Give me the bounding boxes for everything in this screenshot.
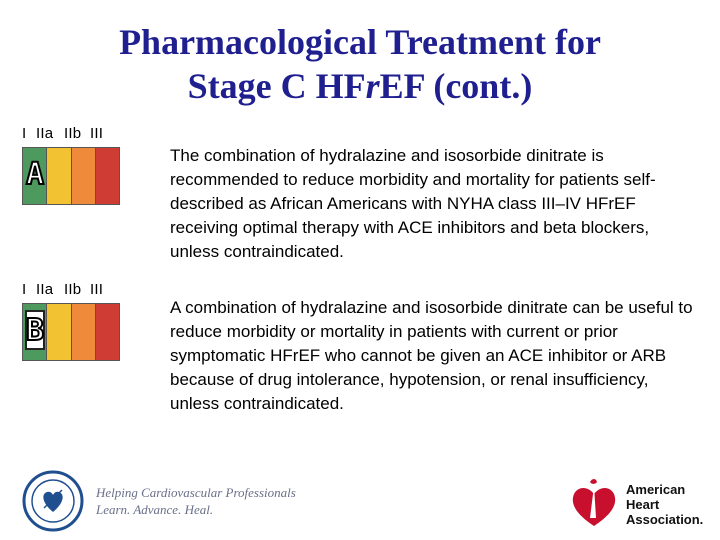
class-label-iia: IIa <box>36 281 54 298</box>
class-of-recommendation-bar <box>22 303 120 361</box>
class-iii-segment <box>96 304 119 360</box>
class-label-i: I <box>22 281 27 298</box>
title-line-2-post: EF (cont.) <box>379 66 533 106</box>
class-iii-segment <box>96 148 119 204</box>
recommendation-1-class-indicator <box>22 124 120 205</box>
recommendation-2-class-indicator <box>22 280 120 361</box>
class-iia-segment <box>47 148 71 204</box>
aha-wordmark-line-1: American <box>626 481 686 497</box>
class-i-segment <box>23 304 47 360</box>
aha-footer <box>566 478 703 530</box>
aha-wordmark-line-2: Heart <box>626 496 660 512</box>
title-line-2-r: r <box>365 66 380 106</box>
level-of-evidence-badge: A <box>25 154 45 194</box>
class-label-iii: III <box>90 281 104 298</box>
class-label-iia: IIa <box>36 125 54 142</box>
class-iia-segment <box>47 304 71 360</box>
class-labels <box>22 124 120 144</box>
acc-footer <box>22 470 296 532</box>
aha-wordmark <box>626 482 703 527</box>
aha-wordmark-line-3: Association. <box>626 511 704 527</box>
aha-heart-torch-logo <box>566 478 622 530</box>
acc-tagline <box>96 484 296 518</box>
class-iib-segment <box>72 148 96 204</box>
class-label-i: I <box>22 125 27 142</box>
recommendation-2-text: A combination of hydralazine and isosorbide dinitrate can be useful to reduce morbidity or mortality in patients with current or prior symptomatic HFrEF who cannot be given an ACE inhibitor or ARB because of drug intolerance, hypotension, or renal insufficiency, unless contraindicated. <box>170 298 693 413</box>
acc-tagline-line-1: Helping Cardiovascular Professionals <box>96 485 296 500</box>
acc-tagline-line-2: Learn. Advance. Heal. <box>96 502 214 517</box>
recommendation-1-text: The combination of hydralazine and isosorbide dinitrate is recommended to reduce morbidity and mortality for patients self-described as African Americans with NYHA class III–IV HFrEF receiving optimal therapy with ACE inhibitors and beta blockers, unless contraindicated. <box>170 146 656 261</box>
class-iib-segment <box>72 304 96 360</box>
title-line-2 <box>0 64 720 108</box>
class-label-iib: IIb <box>64 125 82 142</box>
class-i-segment <box>23 148 47 204</box>
class-label-iii: III <box>90 125 104 142</box>
class-labels <box>22 280 120 300</box>
class-of-recommendation-bar <box>22 147 120 205</box>
class-label-iib: IIb <box>64 281 82 298</box>
title-line-1: Pharmacological Treatment for <box>119 22 601 62</box>
acc-seal-logo <box>22 470 84 532</box>
slide-title <box>0 20 720 108</box>
title-line-2-pre: Stage C HF <box>187 66 366 106</box>
level-of-evidence-badge: B <box>25 310 45 350</box>
